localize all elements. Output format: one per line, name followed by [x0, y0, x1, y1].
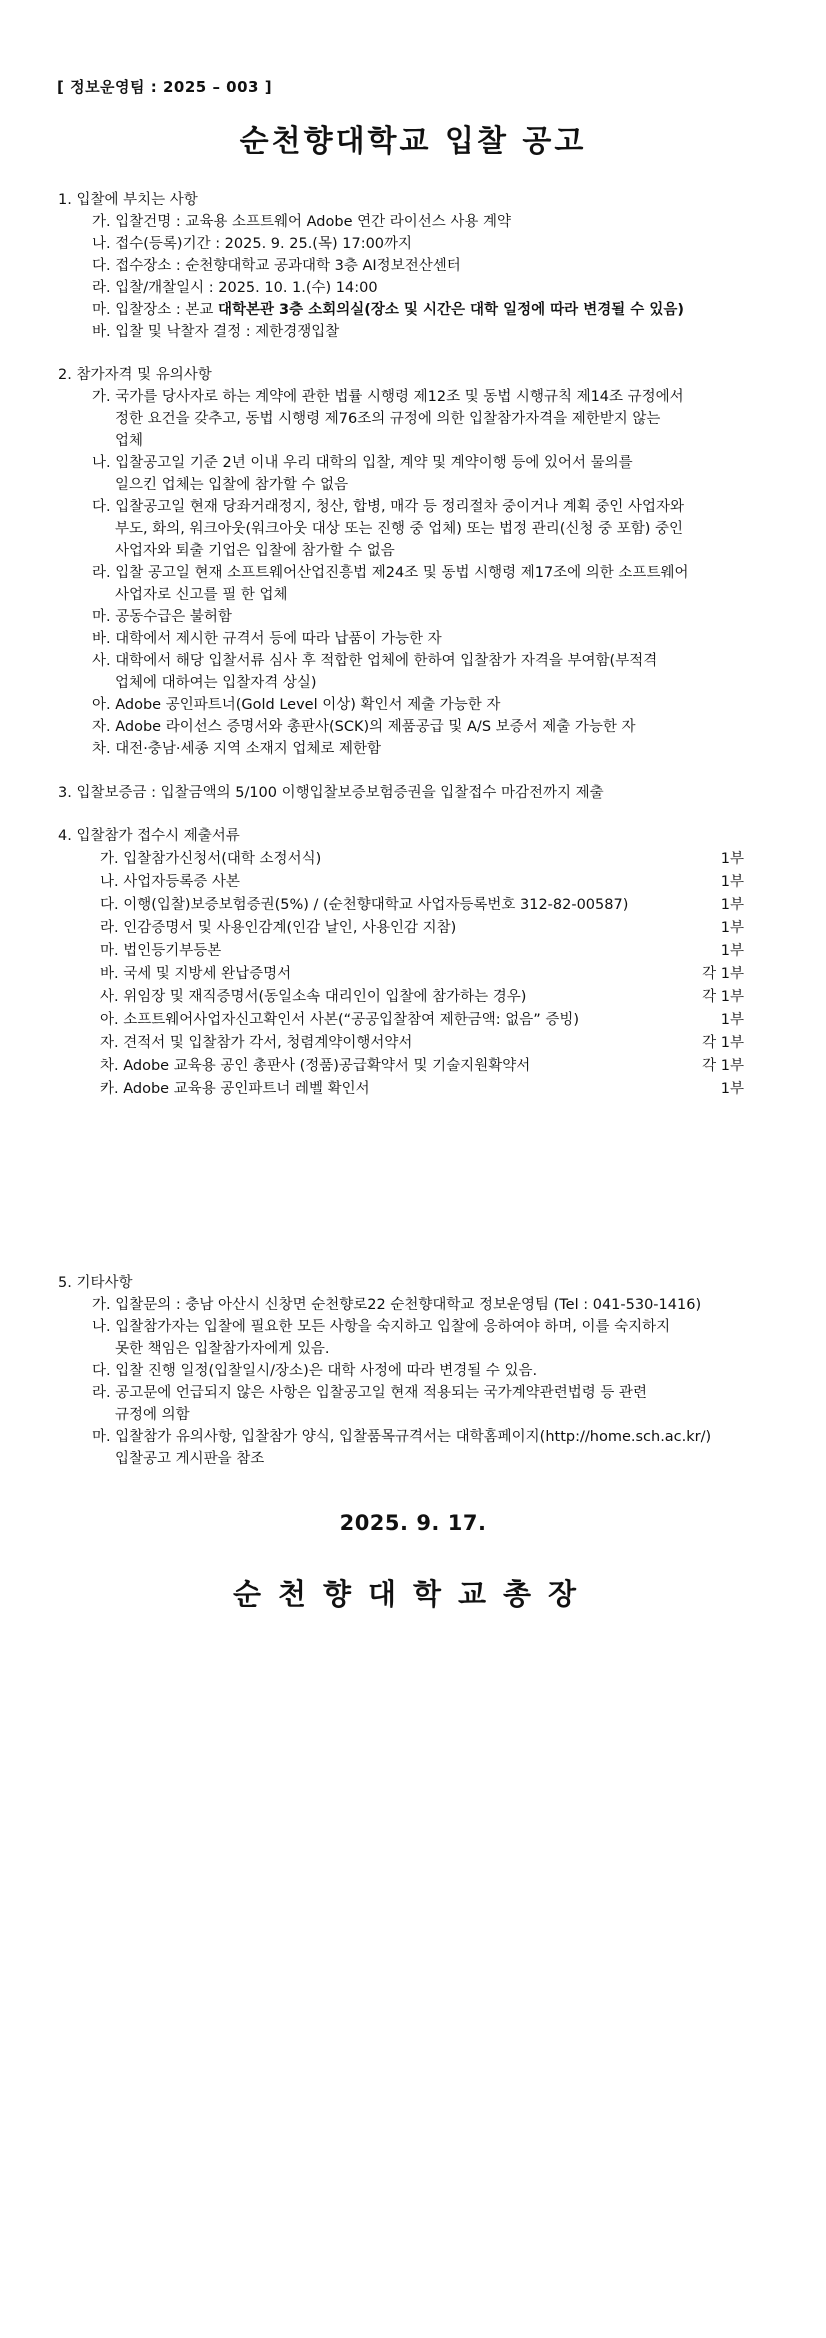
item-line: 못한 책임은 입찰참가자에게 있음.: [115, 1341, 330, 1357]
document-qty: 각 1부: [702, 966, 744, 982]
section-5-item: [92, 1382, 647, 1426]
document-qty: 각 1부: [702, 1058, 744, 1074]
issuer-name: 순천향대학교총장: [232, 1577, 594, 1611]
document-code: [ 정보운영팀 : 2025 – 003 ]: [57, 78, 273, 96]
section-5-item: [92, 1316, 670, 1360]
section-2-item: [92, 650, 657, 694]
item-line: 업체: [115, 433, 144, 449]
item-line: 정한 요건을 갖추고, 동법 시행령 제76조의 규정에 의한 입찰참가자격을 제한받지 않는: [115, 411, 661, 427]
document-item: 사. 위임장 및 재직증명서(동일소속 대리인이 입찰에 참가하는 경우): [100, 989, 527, 1005]
section-5-item: [92, 1426, 711, 1470]
section-2-item: [92, 386, 684, 452]
document-qty: 각 1부: [702, 989, 744, 1005]
item-line: 일으킨 업체는 입찰에 참가할 수 없음: [115, 477, 349, 493]
section-2-item: [92, 562, 688, 606]
item-line: 부도, 화의, 워크아웃(워크아웃 대상 또는 진행 중 업체) 또는 법정 관리(신청 중 포함) 중인: [115, 521, 683, 537]
section-2-item: 아. Adobe 공인파트너(Gold Level 이상) 확인서 제출 가능한 자: [92, 697, 501, 713]
section-5-item: 가. 입찰문의 : 충남 아산시 신창면 순천향로22 순천향대학교 정보운영팀 (Tel : 041-530-1416): [92, 1297, 702, 1313]
document-item: 카. Adobe 교육용 공인파트너 레벨 확인서: [100, 1081, 370, 1097]
section-1-item-place: [92, 299, 684, 321]
section-2-item: 마. 공동수급은 불허함: [92, 609, 232, 625]
section-1-item: 바. 입찰 및 낙찰자 결정 : 제한경쟁입찰: [92, 324, 340, 340]
item-line: 라. 입찰 공고일 현재 소프트웨어산업진흥법 제24조 및 동법 시행령 제17조에 의한 소프트웨어: [92, 565, 689, 581]
document-qty: 1부: [720, 943, 744, 959]
section-2-item: [92, 496, 684, 562]
item-line: 가. 국가를 당사자로 하는 계약에 관한 법률 시행령 제12조 및 동법 시행규칙 제14조 규정에서: [92, 389, 684, 405]
section-2-heading: 2. 참가자격 및 유의사항: [58, 367, 212, 383]
item-line: 입찰공고 게시판을 참조: [115, 1451, 265, 1467]
document-item: 가. 입찰참가신청서(대학 소정서식): [100, 851, 322, 867]
document-item: 자. 견적서 및 입찰참가 각서, 청렴계약이행서약서: [100, 1035, 413, 1051]
item-line: 나. 입찰공고일 기준 2년 이내 우리 대학의 입찰, 계약 및 계약이행 등에 있어서 물의를: [92, 455, 633, 471]
section-1-item: 가. 입찰건명 : 교육용 소프트웨어 Adobe 연간 라이선스 사용 계약: [92, 214, 512, 230]
document-item: 바. 국세 및 지방세 완납증명서: [100, 966, 292, 982]
item-line: 사업자와 퇴출 기업은 입찰에 참가할 수 없음: [115, 543, 395, 559]
item-line: 사. 대학에서 해당 입찰서류 심사 후 적합한 업체에 한하여 입찰참가 자격을 부여함(부적격: [92, 653, 658, 669]
document-qty: 1부: [720, 851, 744, 867]
item-line: 다. 입찰공고일 현재 당좌거래정지, 청산, 합병, 매각 등 정리절차 중이거나 계획 중인 사업자와: [92, 499, 685, 515]
item-line: 마. 입찰참가 유의사항, 입찰참가 양식, 입찰품목규격서는 대학홈페이지(http://home.sch.ac.kr/): [92, 1429, 712, 1445]
item-line: 나. 입찰참가자는 입찰에 필요한 모든 사항을 숙지하고 입찰에 응하여야 하며, 이를 숙지하지: [92, 1319, 671, 1335]
document-item: 아. 소프트웨어사업자신고확인서 사본(“공공입찰참여 제한금액: 없음” 증빙): [100, 1012, 580, 1028]
document-qty: 1부: [720, 920, 744, 936]
document-item: 라. 인감증명서 및 사용인감계(인감 날인, 사용인감 지참): [100, 920, 457, 936]
section-2-item: 차. 대전·충남·세종 지역 소재지 업체로 제한함: [92, 741, 381, 757]
section-2-item: 바. 대학에서 제시한 규격서 등에 따라 납품이 가능한 자: [92, 631, 442, 647]
place-emphasis: 대학본관 3층 소회의실(장소 및 시간은 대학 일정에 따라 변경될 수 있음): [217, 302, 685, 318]
document-item: 차. Adobe 교육용 공인 총판사 (정품)공급확약서 및 기술지원확약서: [100, 1058, 531, 1074]
item-line: 규정에 의함: [115, 1407, 190, 1423]
section-4-heading: 4. 입찰참가 접수시 제출서류: [58, 828, 240, 844]
item-line: 업체에 대하여는 입찰자격 상실): [115, 675, 317, 691]
item-line: 라. 공고문에 언급되지 않은 사항은 입찰공고일 현재 적용되는 국가계약관련법령 등 관련: [92, 1385, 647, 1401]
document-qty: 1부: [720, 1081, 744, 1097]
document-qty: 1부: [720, 874, 744, 890]
section-2-item: 자. Adobe 라이선스 증명서와 총판사(SCK)의 제품공급 및 A/S 보증서 제출 가능한 자: [92, 719, 636, 735]
page-title: 순천향대학교 입찰 공고: [239, 124, 587, 159]
document-qty: 1부: [720, 1012, 744, 1028]
section-1-item: 나. 접수(등록)기간 : 2025. 9. 25.(목) 17:00까지: [92, 236, 413, 252]
document-item: 다. 이행(입찰)보증보험증권(5%) / (순천향대학교 사업자등록번호 312-82-00587): [100, 897, 629, 913]
section-3-heading: 3. 입찰보증금 : 입찰금액의 5/100 이행입찰보증보험증권을 입찰접수 마감전까지 제출: [58, 785, 604, 801]
document-qty: 1부: [720, 897, 744, 913]
document-item: 나. 사업자등록증 사본: [100, 874, 240, 890]
place-prefix: 마. 입찰장소 : 본교: [92, 302, 218, 318]
section-5-item: 다. 입찰 진행 일정(입찰일시/장소)은 대학 사정에 따라 변경될 수 있음.: [92, 1363, 538, 1379]
section-1-heading: 1. 입찰에 부치는 사항: [58, 192, 198, 208]
section-5-heading: 5. 기타사항: [58, 1275, 133, 1291]
section-1-item: 라. 입찰/개찰일시 : 2025. 10. 1.(수) 14:00: [92, 280, 378, 296]
section-2-item: [92, 452, 633, 496]
section-1-item: 다. 접수장소 : 순천향대학교 공과대학 3층 AI정보전산센터: [92, 258, 461, 274]
document-item: 마. 법인등기부등본: [100, 943, 222, 959]
document-qty: 각 1부: [702, 1035, 744, 1051]
item-line: 사업자로 신고를 필 한 업체: [115, 587, 288, 603]
notice-date: 2025. 9. 17.: [339, 1511, 487, 1535]
